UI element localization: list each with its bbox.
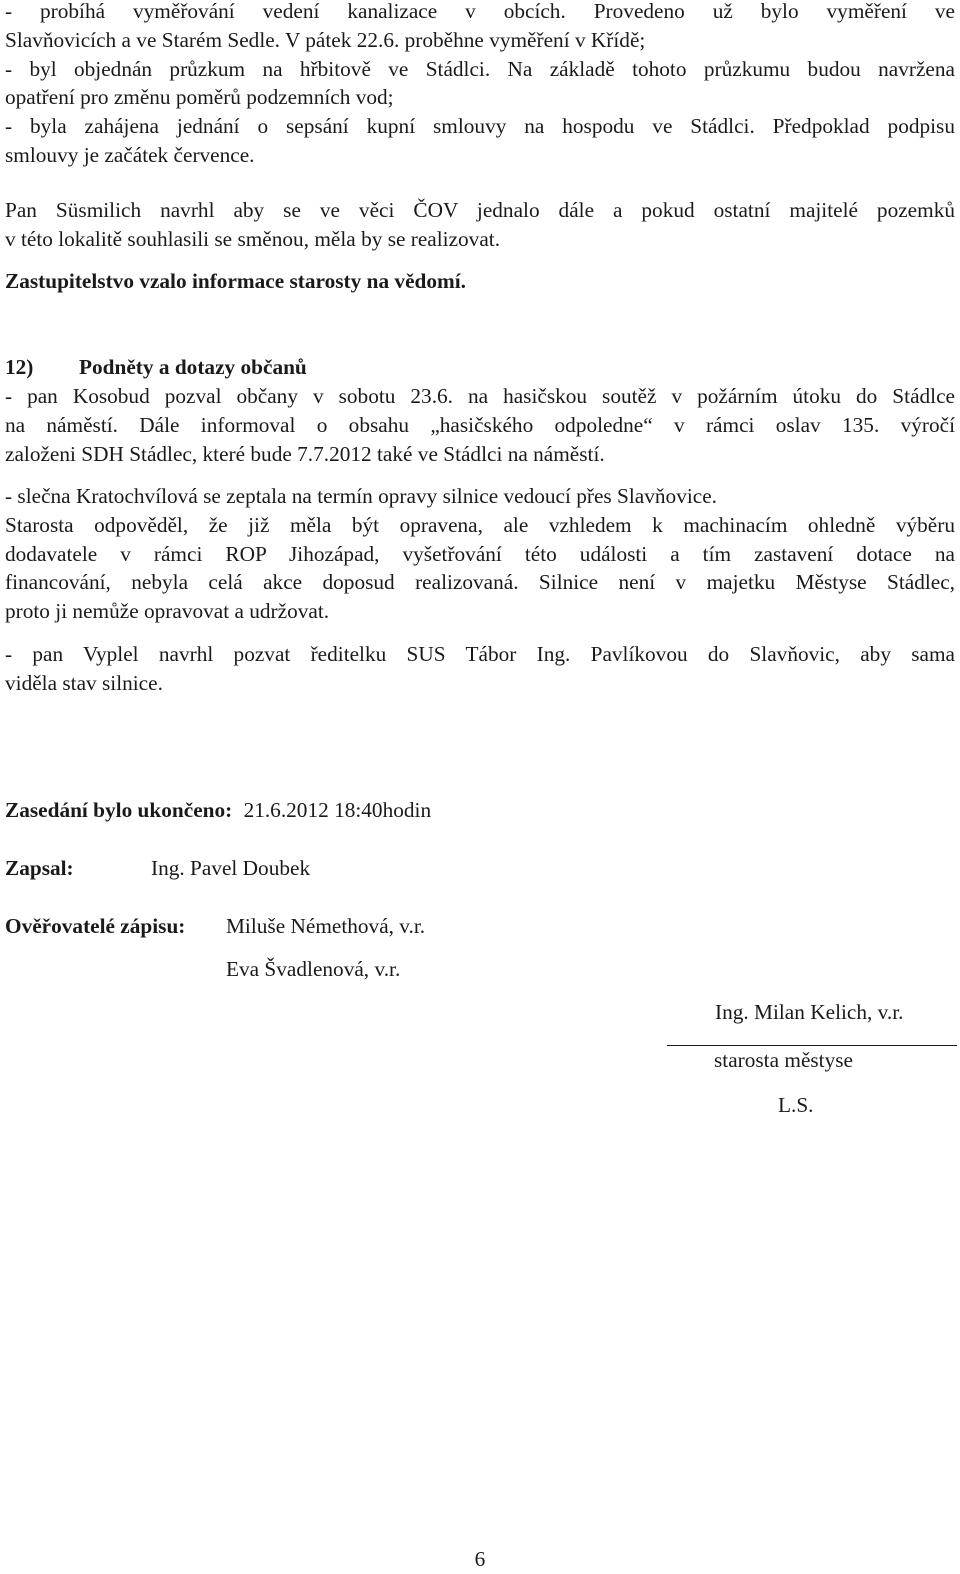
verifier-name: Miluše Némethová, v.r. [226,914,426,938]
text-line: opatření pro změnu poměrů podzemních vod; [5,85,394,110]
page-number: 6 [474,1547,486,1571]
kosobud-paragraph [5,382,955,468]
recorder-row [5,854,310,883]
text-line: - slečna Kratochvílová se zeptala na termín opravy silnice vedoucí přes Slavňovice. [5,484,718,508]
text-line: Starosta odpověděl, že již měla být opravena, ale vzhledem k machinacím ohledně výběru [5,512,955,537]
verifiers-row [5,912,425,941]
section-number: 12) [5,355,34,379]
text-line: - probíhá vyměřování vedení kanalizace v obcích. Provedeno už bylo vyměření ve [5,0,955,23]
meeting-ended-label: Zasedání bylo ukončeno: [5,798,233,822]
verifier-row-2 [226,955,400,984]
seal-row [778,1091,814,1120]
text-line: - pan Vyplel navrhl pozvat ředitelku SUS Tábor Ing. Pavlíkovou do Slavňovic, aby sama [5,642,955,666]
text-line: v této lokalitě souhlasili se směnou, měla by se realizovat. [5,226,501,251]
section-title: Podněty a dotazy občanů [79,355,307,379]
resolution [5,267,955,296]
mayor-report-continuation [5,0,955,170]
susmilich-paragraph [5,196,955,254]
text-line: na náměstí. Dále informoval o obsahu „hasičského odpoledne“ v rámci oslav 135. výročí [5,412,955,437]
text-line: financování, nebyla celá akce doposud realizovaná. Silnice není v majetku Městyse Stádlec, [5,570,955,595]
text-line: dodavatele v rámci ROP Jihozápad, vyšetřování této události a tím zastavení dotace na [5,541,955,566]
meeting-ended-value: 21.6.2012 18:40hodin [243,798,432,822]
text-line: smlouvy je začátek července. [5,142,255,167]
text-line: - byl objednán průzkum na hřbitově ve Stádlci. Na základě tohoto průzkumu budou navržena [5,56,955,81]
text-line: Slavňovicích a ve Starém Sedle. V pátek 22.6. proběhne vyměření v Křídě; [5,27,646,52]
text-line: viděla stav silnice. [5,670,163,695]
vyplel-paragraph [5,640,955,698]
recorder-name: Ing. Pavel Doubek [151,856,311,880]
mayor-title: starosta městyse [714,1048,853,1072]
section-12-heading [5,353,307,382]
mayor-title-row [714,1046,853,1075]
resolution-text: Zastupitelstvo vzalo informace starosty na vědomí. [5,269,467,293]
text-line: Pan Süsmilich navrhl aby se ve věci ČOV jednalo dále a pokud ostatní majitelé pozemků [5,198,955,222]
verifiers-label: Ověřovatelé zápisu: [5,914,186,938]
kratochvilova-paragraph [5,482,955,626]
mayor-name: Ing. Milan Kelich, v.r. [715,1000,904,1024]
mayor-signature-name [715,998,903,1027]
meeting-ended-row [5,796,431,825]
seal-mark: L.S. [778,1093,814,1117]
recorder-label: Zapsal: [5,856,74,880]
text-line: - byla zahájena jednání o sepsání kupní smlouvy na hospodu ve Stádlci. Předpoklad podpisu [5,114,955,139]
text-line: založeni SDH Stádlec, které bude 7.7.2012 také ve Stádlci na náměstí. [5,441,605,466]
text-line: proto ji nemůže opravovat a udržovat. [5,599,330,624]
verifier-name: Eva Švadlenová, v.r. [226,957,401,981]
text-line: - pan Kosobud pozval občany v sobotu 23.6. na hasičskou soutěž v požárním útoku do Stádlce [5,384,955,408]
